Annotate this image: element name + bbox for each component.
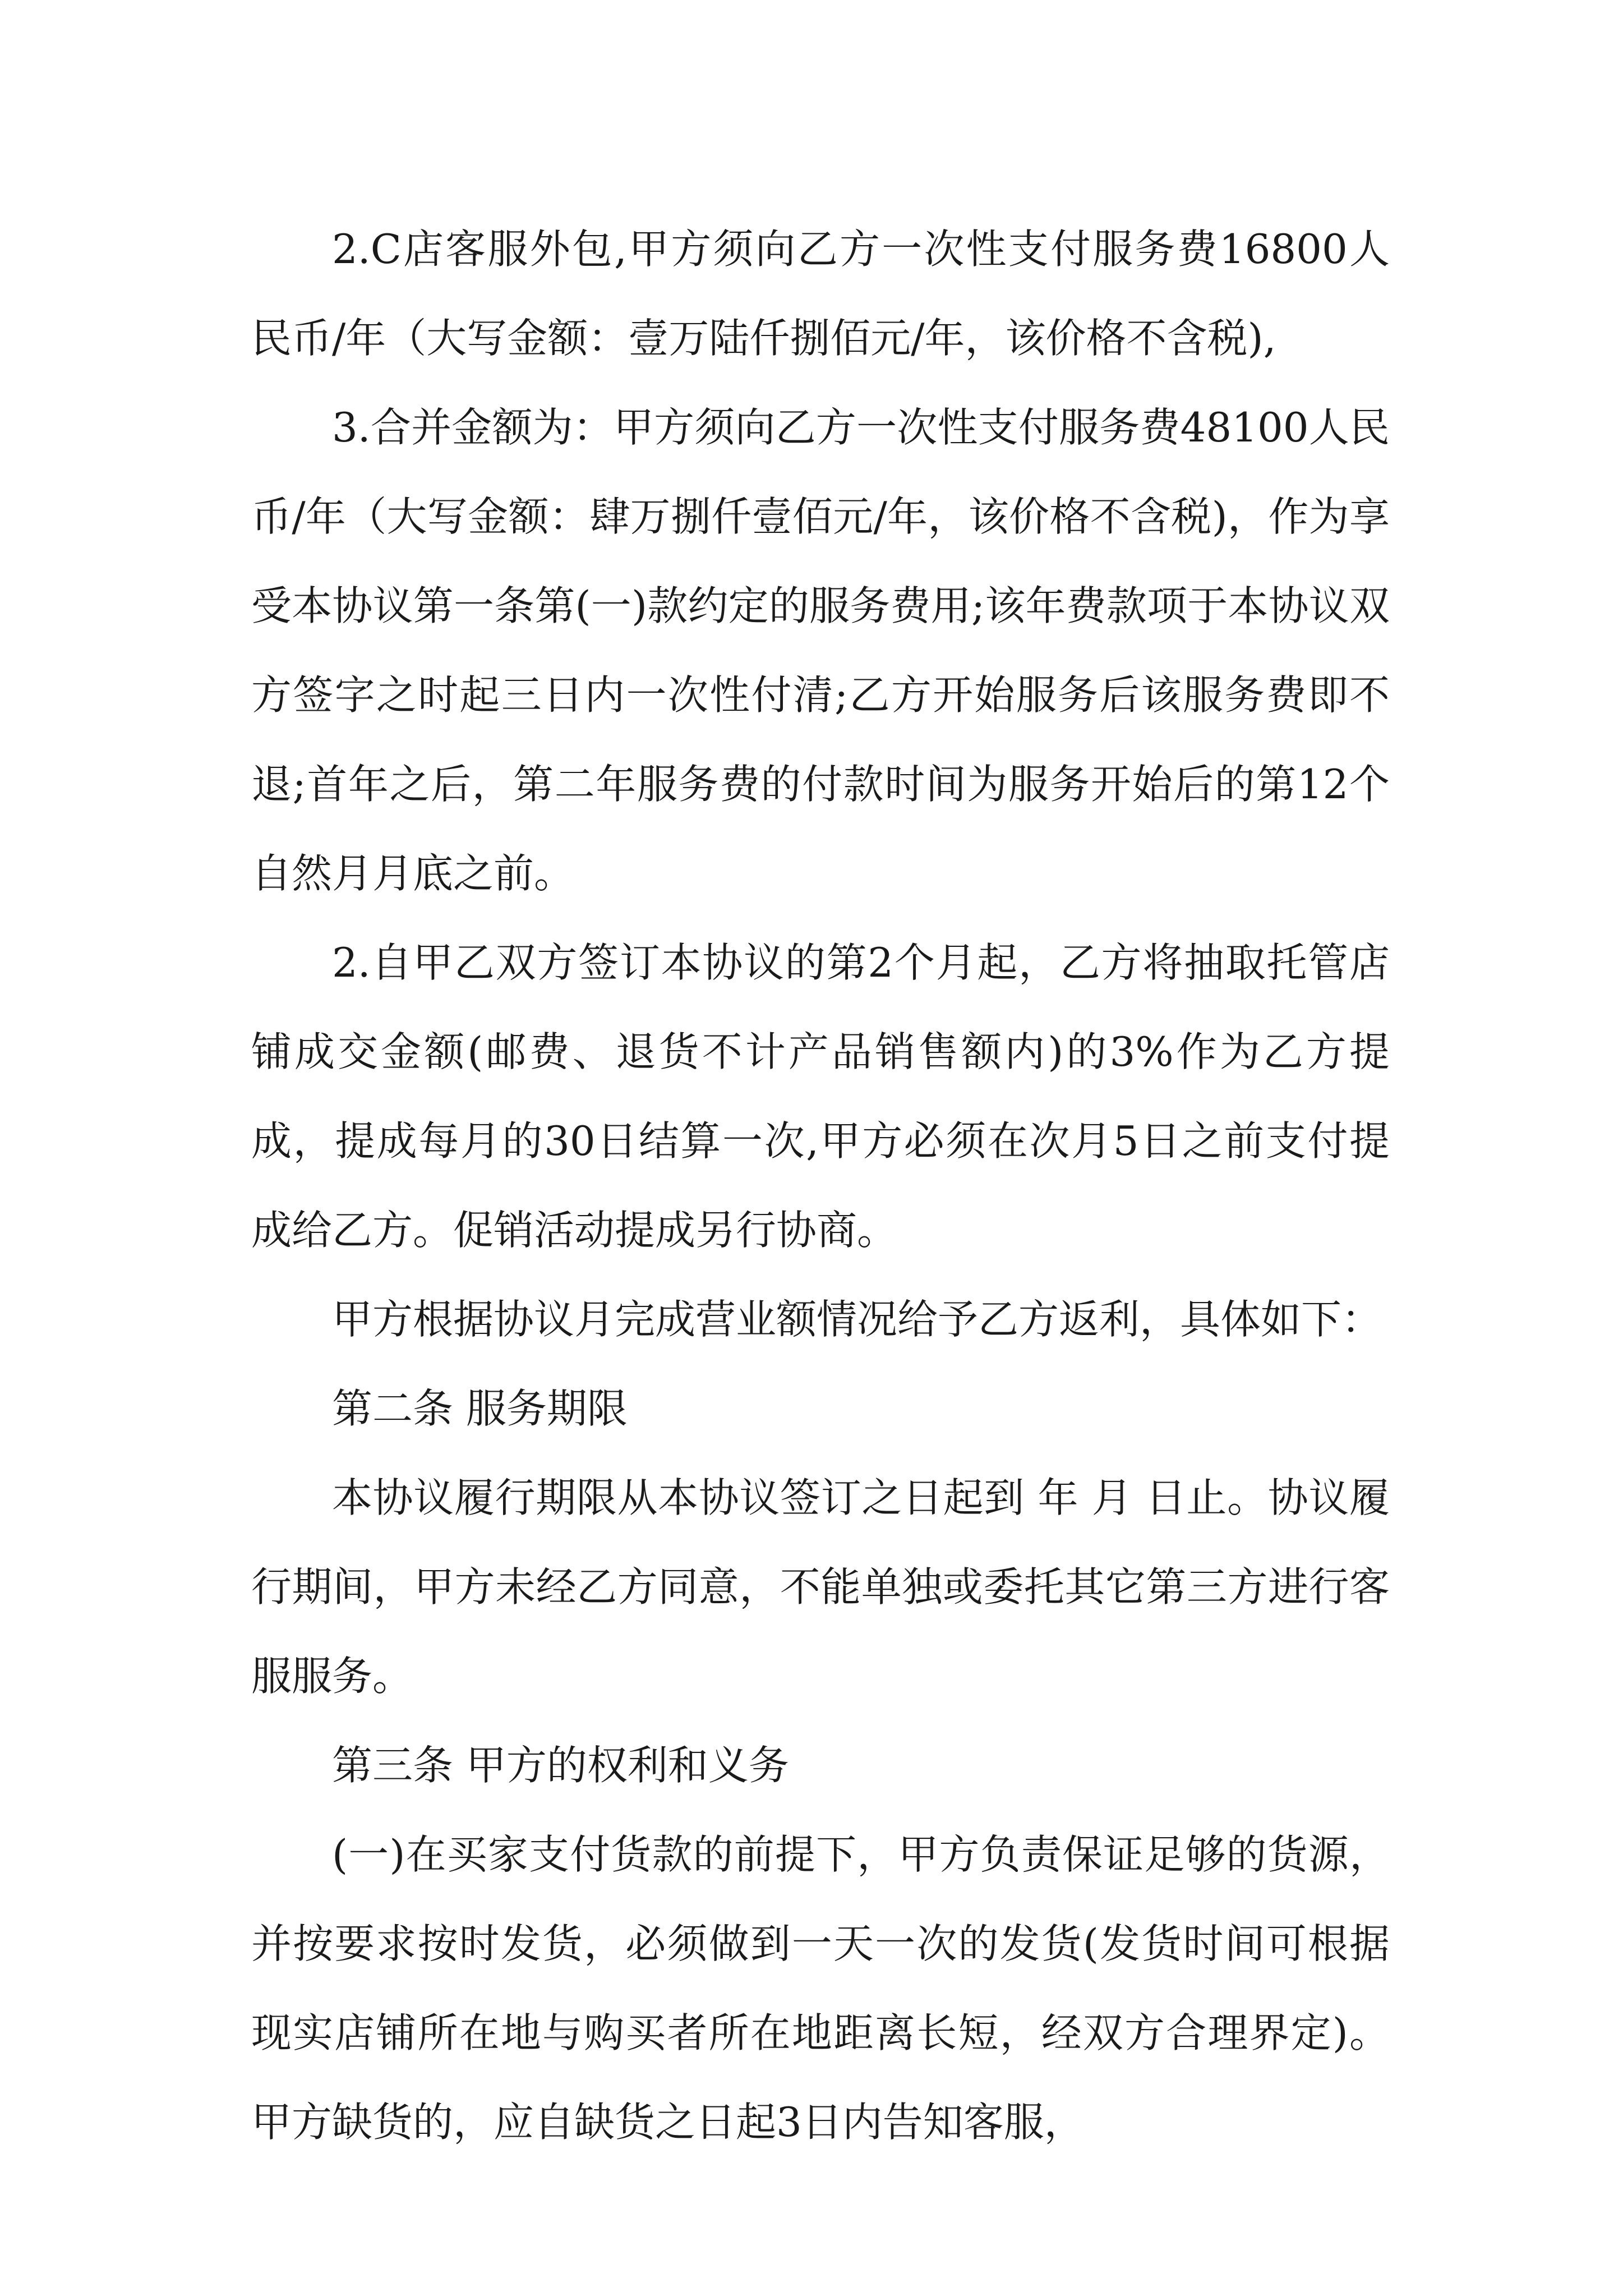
document-body <box>251 205 1390 2167</box>
paragraph-term: 本协议履行期限从本协议签订之日起到 年 月 日止。协议履行期间，甲方未经乙方同意，不能单独或委托其它第三方进行客服服务。 <box>251 1474 1390 1700</box>
paragraph-c-store-fee: 2.C店客服外包,甲方须向乙方一次性支付服务费16800人民币/年（大写金额：壹万陆仟捌佰元/年，该价格不含税), <box>251 226 1390 362</box>
paragraph-commission: 2.自甲乙双方签订本协议的第2个月起，乙方将抽取托管店铺成交金额(邮费、退货不计产品销售额内)的3%作为乙方提成，提成每月的30日结算一次,甲方必须在次月5日之前支付提成给乙方。促销活动提成另行协商。 <box>251 939 1390 1254</box>
paragraph-rebate: 甲方根据协议月完成营业额情况给予乙方返利，具体如下： <box>332 1296 1382 1343</box>
heading-article-2: 第二条 服务期限 <box>332 1385 628 1432</box>
heading-article-3: 第三条 甲方的权利和义务 <box>332 1742 789 1789</box>
paragraph-party-a-duty-1: (一)在买家支付货款的前提下，甲方负责保证足够的货源，并按要求按时发货，必须做到一天一次的发货(发货时间可根据现实店铺所在地与购买者所在地距离长短，经双方合理界定)。甲方缺货的，应自缺货之日起3日内告知客服， <box>251 1831 1390 2146</box>
paragraph-combined-fee: 3.合并金额为：甲方须向乙方一次性支付服务费48100人民币/年（大写金额：肆万捌仟壹佰元/年，该价格不含税)，作为享受本协议第一条第(一)款约定的服务费用;该年费款项于本协议双方签字之时起三日内一次性付清;乙方开始服务后该服务费即不退;首年之后，第二年服务费的付款时间为服务开始后的第12个自然月月底之前。 <box>251 404 1390 897</box>
